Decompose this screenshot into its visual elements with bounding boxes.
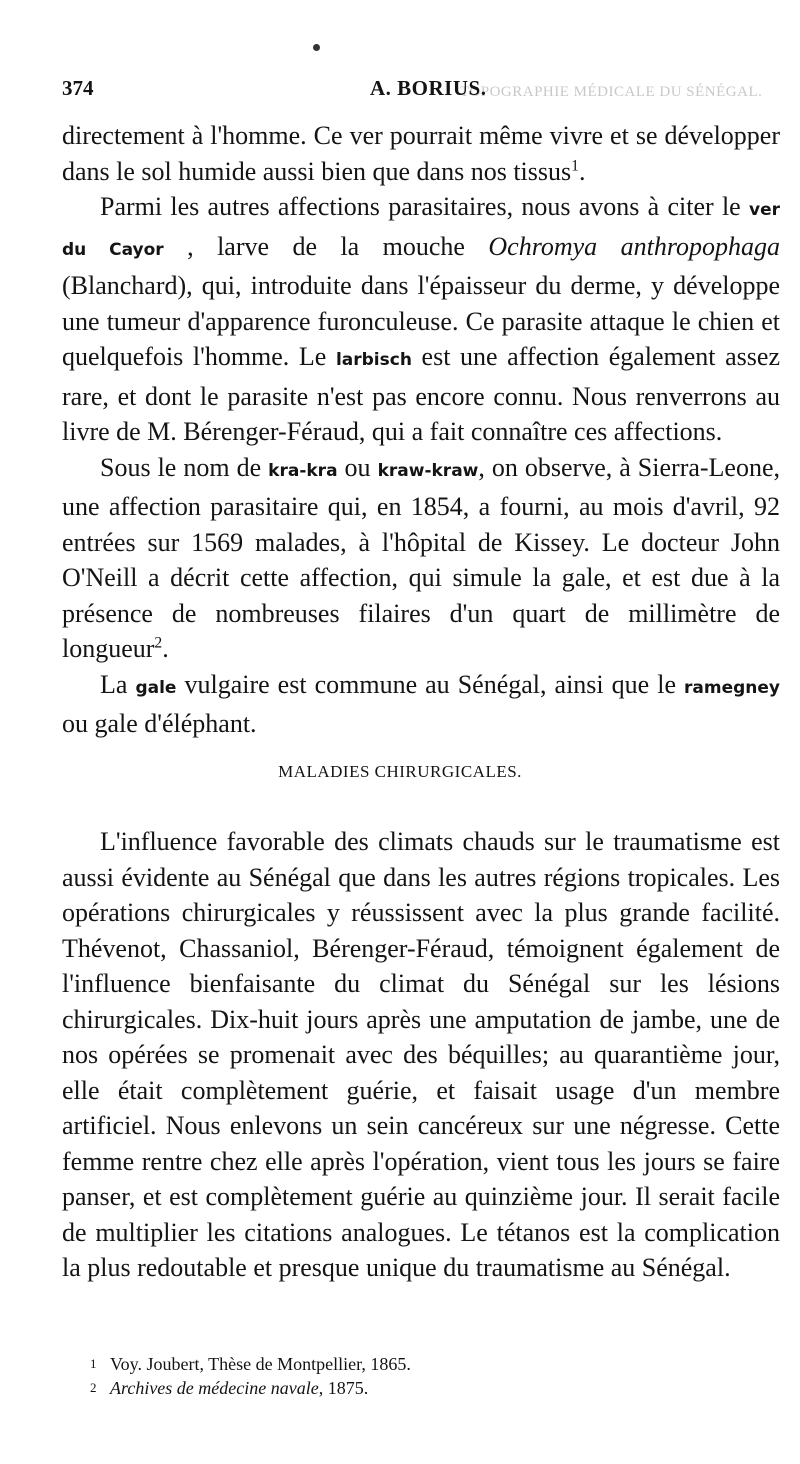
paragraph-1: directement à l'homme. Ce ver pourrait même vivre et se développer dans le sol humide aussi bien que dans nos tissus$^1$.	[62, 121, 780, 186]
footnote-ref-2: 2	[154, 634, 163, 652]
footnote-2	[90, 1376, 770, 1400]
term-ramegney: ramegney	[684, 677, 780, 698]
term-gale: gale	[135, 677, 177, 698]
species-name: Ochromya anthropophaga	[488, 231, 780, 261]
term-kraw-kraw: kraw-kraw	[377, 460, 479, 481]
page-header	[62, 76, 780, 116]
running-head: A. BORIUS.	[370, 76, 487, 100]
body-text-lower	[62, 824, 780, 1286]
footnote-text: , 1875.	[318, 1378, 369, 1398]
paragraph-5: L'influence favorable des climats chauds sur le traumatisme est aussi évidente au Sénégal que dans les autres régions tropicales. Les opérations chirurgicales y réussissent avec la plus grande facilité. Thévenot, Chassaniol, Bérenger-Féraud, témoignent également de l'influence bienfaisante du climat du Sénégal sur les lésions chirurgicales. Dix-huit jours après une amputation de jambe, une de nos opérées se promenait avec des béquilles; au quarantième jour, elle était complètement guérie, et faisait usage d'un membre artificiel. Nous enlevons un sein cancéreux sur une négresse. Cette femme rentre chez elle après l'opération, vient tous les jours se faire panser, et est complètement guérie au quinzième jour. Il serait facile de multiplier les citations analogues. Le tétanos est la complication la plus redoutable et presque unique du traumatisme au Sénégal.	[62, 827, 780, 1282]
body-text-upper	[62, 118, 780, 742]
term-kra-kra: kra-kra	[268, 460, 338, 481]
term-larbisch: larbisch	[335, 350, 412, 370]
paragraph-2: Parmi les autres affections parasitaires, nous avons à citer le ver du Cayor , larve de la mouche Ochromya anthropophaga (Blanchard), qui, introduite dans l'épaisseur du derme, y développe une tumeur d'apparence furonculeuse. Ce parasite attaque le chien et quelquefois l'homme. Le larbisch est une affection également assez rare, et dont le parasite n'est pas encore connu. Nous renverrons au livre de M. Bérenger-Féraud, qui a fait connaître ces affections.	[62, 192, 780, 446]
page-number: 374	[62, 76, 94, 100]
ink-spot	[313, 44, 320, 51]
paragraph-4: La gale vulgaire est commune au Sénégal, ainsi que le ramegney ou gale d'éléphant.	[62, 669, 780, 738]
section-heading: MALADIES CHIRURGICALES.	[278, 762, 522, 781]
bleed-through-text: TOPOGRAPHIE MÉDICALE DU SÉNÉGAL.	[460, 84, 763, 100]
footnote-mark: 1	[90, 1356, 97, 1371]
paragraph-3: Sous le nom de kra-kra ou kraw-kraw, on observe, à Sierra-Leone, une affection parasitaire qui, en 1854, a fourni, au mois d'avril, 92 entrées sur 1569 malades, à l'hôpital de Kissey. Le docteur John O'Neill a décrit cette affection, qui simule la gale, et est due à la présence de nombreuses filaires d'un quart de millimètre de longueur$^2$.	[62, 452, 781, 663]
footnote-text: Voy. Joubert, Thèse de Montpellier, 1865.	[110, 1354, 411, 1374]
footnote-journal: Archives de médecine navale	[110, 1378, 319, 1398]
footnote-mark: 2	[90, 1380, 97, 1395]
footnote-ref-1: 1	[571, 156, 579, 174]
footnotes	[90, 1352, 770, 1400]
footnote-1	[90, 1352, 770, 1376]
term-ver-du-cayor: ver du Cayor	[62, 200, 780, 260]
